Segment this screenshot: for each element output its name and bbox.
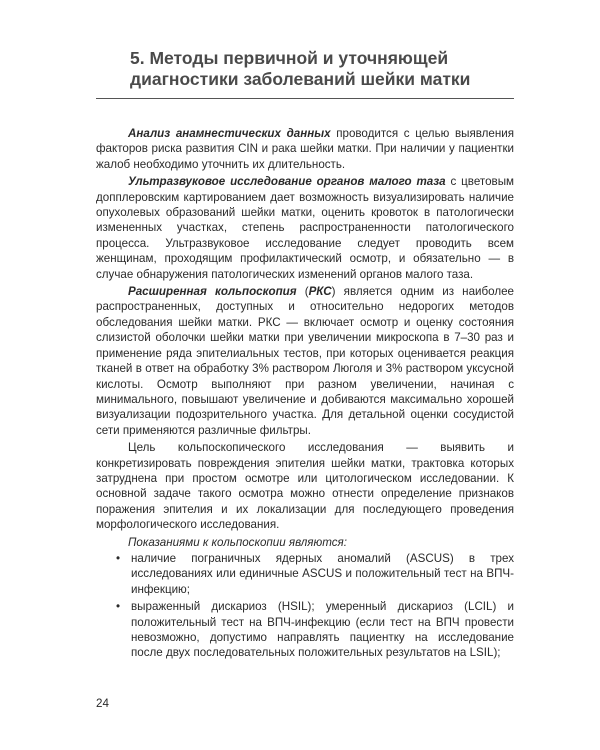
list-item bbox=[96, 551, 514, 597]
paragraph-lead: Расширенная кольпоскопия bbox=[128, 285, 297, 299]
indications-list bbox=[96, 551, 514, 661]
section-heading-line-2: диагностики заболеваний шейки матки bbox=[130, 69, 471, 89]
paragraph-abbreviation: РКС bbox=[308, 285, 332, 299]
paragraph-text: ) является одним из наиболее распространенных, доступных и относительно недорогих методов обследования шейки матки. РКС — включает осмотр и оценку состояния слизистой оболочки шейки матки при увеличении микроскопа в 7–30 раз и применение ряда эпителиальных тестов, при которых оценивается реакция тканей в ответ на обработку 3% раствором Люголя и 3% раствором уксусной кислоты. Осмотр выполняют при разном увеличении, начиная с минимального, повышают увеличение и добиваются максимально хорошей визуализации подозрительного участка. Для детальной оценки сосудистой сети применяются различные фильтры. bbox=[96, 285, 514, 437]
page-number: 24 bbox=[96, 697, 109, 710]
heading-underline bbox=[96, 98, 514, 99]
paragraph-colposcopy-goal bbox=[96, 440, 514, 532]
list-item bbox=[96, 599, 514, 661]
list-item-text: наличие пограничных ядерных аномалий (ASCUS) в трех исследованиях или единичные ASCUS и положительный тест на ВПЧ-инфекцию; bbox=[131, 551, 514, 596]
paragraph-ultrasound bbox=[96, 174, 514, 282]
paragraph-colposcopy bbox=[96, 284, 514, 438]
section-heading bbox=[130, 48, 510, 90]
list-item-text: выраженный дискариоз (HSIL); умеренный дискариоз (LCIL) и положительный тест на ВПЧ-инфекцию (если тест на ВПЧ провести невозможно, допустимо направлять пациентку на исследование после двух последовательных положительных результатов на LSIL); bbox=[131, 600, 514, 660]
section-heading-line-1: 5. Методы первичной и уточняющей bbox=[130, 48, 449, 68]
bullet-icon: • bbox=[116, 551, 121, 565]
paragraph-text: с цветовым допплеровским картированием дает возможность визуализировать наличие опухолевых образований шейки матки, оценить кровоток в патологически измененных участках, степень распространенности патологического процесса. Ультразвуковое исследование следует проводить всем женщинам, проходящим профилактический осмотр, и обязательно — в случае обнаружения патологических изменений органов малого таза. bbox=[96, 175, 514, 281]
paragraph-lead: Анализ анамнестических данных bbox=[128, 127, 331, 140]
body-text bbox=[96, 126, 514, 663]
bullet-icon: • bbox=[116, 600, 121, 614]
paragraph-paren-open: ( bbox=[296, 285, 309, 299]
paragraph-text: Цель кольпоскопического исследования — выявить и конкретизировать повреждения эпителия шейки матки, трактовка которых затруднена при простом осмотре или цитологическом исследовании. К основной задаче такого осмотра можно отнести определение признаков поражения эпителия и их локализации для последующего проведения морфологического исследования. bbox=[96, 441, 514, 532]
paragraph-lead: Ультразвуковое исследование органов малого таза bbox=[128, 175, 446, 189]
paragraph-anamnesis bbox=[96, 126, 514, 172]
paragraph-text: проводится с целью выявления факторов риска развития CIN и рака шейки матки. При наличии у пациентки жалоб необходимо уточнить их длительность. bbox=[96, 127, 514, 171]
indications-heading: Показаниями к кольпоскопии являются: bbox=[128, 535, 347, 549]
